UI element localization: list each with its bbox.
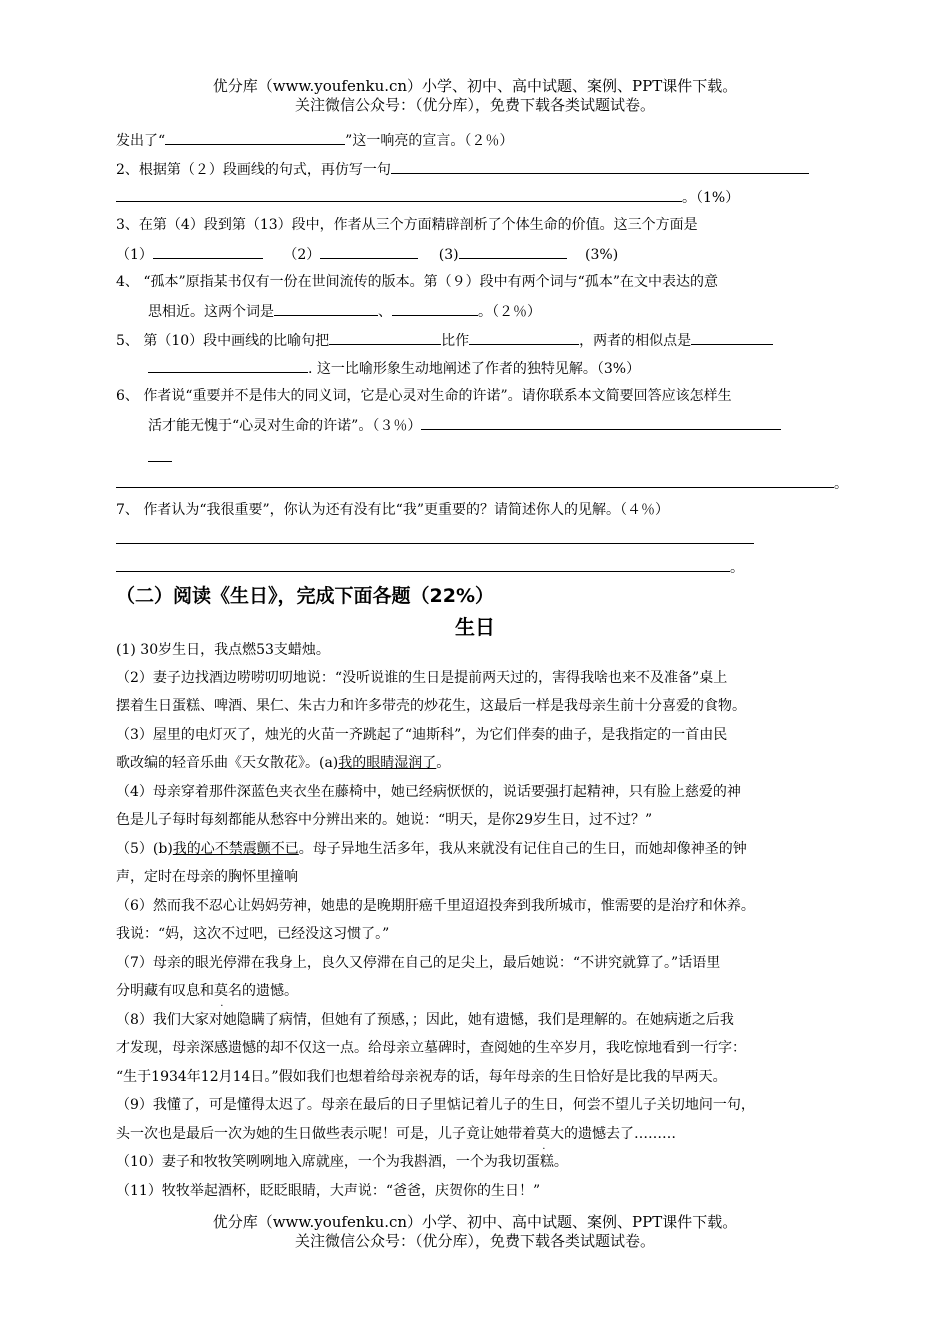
answer-blank[interactable] bbox=[116, 186, 682, 202]
answer-blank[interactable] bbox=[116, 556, 730, 572]
q4-line-2: 思相近。这两个词是 、 。（２％） bbox=[148, 300, 541, 322]
emphasis-char: 莫 bbox=[214, 983, 228, 999]
answer-blank[interactable] bbox=[421, 414, 781, 430]
answer-blank[interactable] bbox=[153, 243, 263, 259]
paragraph-7-line-1: （7）母亲的眼光停滞在我身上，良久又停滞在自己的足尖上，最后她说：“不讲究就算了。”话语里 bbox=[116, 955, 721, 971]
underlined-sentence-a: 我的眼睛湿润了 bbox=[338, 755, 437, 771]
paragraph-2-line-1: （2）妻子边找酒边唠唠叨叨地说：“没听说谁的生日是提前两天过的，害得我啥也来不及准备”桌上 bbox=[116, 670, 728, 686]
q6-line-2: 活才能无愧于“心灵对生命的许诺”。（３％） bbox=[148, 414, 781, 436]
answer-blank[interactable] bbox=[391, 158, 809, 174]
header-line-2: 关注微信公众号：（优分库），免费下载各类试题试卷。 bbox=[294, 96, 655, 114]
answer-blank[interactable] bbox=[148, 357, 308, 373]
paragraph-8-line-3: “生于1934年12月14日。”假如我们也想着给母亲祝寿的话，每年母亲的生日恰好是比我的早两天。 bbox=[116, 1069, 727, 1085]
q4-line-1: 4、 “孤本”原指某书仅有一份在世间流传的版本。第（９）段中有两个词与“孤本”在文中表达的意 bbox=[116, 274, 718, 290]
answer-blank[interactable] bbox=[116, 528, 754, 544]
paragraph-6-line-1: （6）然而我不忍心让妈妈劳神，她患的是晚期肝癌千里迢迢投奔到我所城市，惟需要的是治疗和休养。 bbox=[116, 898, 755, 914]
q2-line-2: 。（1%） bbox=[116, 186, 739, 208]
paragraph-10: （10）妻子和牧牧笑咧咧地入席就座，一个为我斟酒，一个为我切蛋糕。 bbox=[116, 1154, 568, 1170]
paragraph-2-line-2: 摆着生日蛋糕、啤酒、果仁、朱古力和许多带壳的炒花生，这最后一样是我母亲生前十分喜爱的食物。 bbox=[116, 698, 746, 714]
q1-tail: 发出了“ ”这一响亮的宣言。（２％） bbox=[116, 129, 513, 151]
section-heading: （二）阅读《生日》，完成下面各题（22%） bbox=[116, 585, 494, 607]
answer-blank[interactable] bbox=[459, 243, 567, 259]
paragraph-1: (1) 30岁生日，我点燃53支蜡烛。 bbox=[116, 642, 330, 658]
paragraph-3-line-1: （3）屋里的电灯灭了，烛光的火苗一齐跳起了“迪斯科”，为它们伴奏的曲子，是我指定的一首由民 bbox=[116, 727, 728, 743]
paragraph-4-line-2: 色是儿子每时每刻都能从愁容中分辨出来的。她说：“明天，是你29岁生日，过不过？” bbox=[116, 812, 653, 828]
q6-line-1: 6、 作者说“重要并不是伟大的同义词，它是心灵对生命的许诺”。请你联系本文简要回答应该怎样生 bbox=[116, 388, 732, 404]
q6-line-3 bbox=[148, 446, 172, 468]
q7-line-2 bbox=[116, 528, 754, 550]
answer-blank[interactable] bbox=[148, 446, 172, 462]
footer-line-2: 关注微信公众号：（优分库），免费下载各类试题试卷。 bbox=[294, 1232, 655, 1250]
paragraph-11: （11）牧牧举起酒杯，眨眨眼睛，大声说：“爸爸，庆贺你的生日！” bbox=[116, 1183, 541, 1199]
answer-blank[interactable] bbox=[274, 300, 378, 316]
underlined-sentence-b: 我的心不禁震颤不已 bbox=[172, 841, 299, 857]
paragraph-7-line-2: 分明藏有叹息和莫名的遗憾。 bbox=[116, 983, 298, 999]
footer-line-1: 优分库（www.youfenku.cn）小学、初中、高中试题、案例、PPT课件下载。 bbox=[212, 1213, 738, 1231]
q5-line-2: . 这一比喻形象生动地阐述了作者的独特见解。（3%） bbox=[148, 357, 640, 379]
q7-line-3: 。 bbox=[116, 556, 744, 578]
emphasis-char: 莫 bbox=[536, 1126, 550, 1142]
paragraph-3-line-2: 歌改编的轻音乐曲《天女散花》。(a)我的眼睛湿润了。 bbox=[116, 755, 451, 771]
paragraph-9-line-2: 头一次也是最后一次为她的生日做些表示呢！可是，儿子竟让她带着莫大的遗憾去了……… bbox=[116, 1126, 676, 1142]
passage-title: 生日 bbox=[455, 615, 495, 639]
answer-blank[interactable] bbox=[165, 129, 345, 145]
paragraph-9-line-1: （9）我懂了，可是懂得太迟了。母亲在最后的日子里惦记着儿子的生日，何尝不望儿子关切地问一句， bbox=[116, 1097, 755, 1113]
page-footer bbox=[0, 1213, 950, 1251]
paragraph-5-line-1: （5）(b)我的心不禁震颤不已。母子异地生活多年，我从来就没有记住自己的生日，而她却像神圣的钟 bbox=[116, 841, 747, 857]
answer-blank[interactable] bbox=[392, 300, 478, 316]
answer-blank[interactable] bbox=[691, 329, 773, 345]
page-header bbox=[0, 77, 950, 115]
header-line-1: 优分库（www.youfenku.cn）小学、初中、高中试题、案例、PPT课件下载。 bbox=[212, 77, 738, 95]
answer-blank[interactable] bbox=[469, 329, 579, 345]
answer-blank[interactable] bbox=[329, 329, 441, 345]
q3-line-1: 3、在第（4）段到第（13）段中，作者从三个方面精辟剖析了个体生命的价值。这三个方面是 bbox=[116, 217, 698, 233]
answer-blank[interactable] bbox=[320, 243, 418, 259]
paragraph-4-line-1: （4）母亲穿着那件深蓝色夹衣坐在藤椅中，她已经病恹恹的，说话要强打起精神，只有脸上慈爱的神 bbox=[116, 784, 741, 800]
q2-line-1: 2、根据第（２）段画线的句式，再仿写一句 bbox=[116, 158, 809, 180]
paragraph-6-line-2: 我说：“妈，这次不过吧，已经没这习惯了。” bbox=[116, 926, 390, 942]
q3-line-2: （1） （2） (3) (3%) bbox=[116, 243, 618, 265]
q5-line-1: 5、 第（10）段中画线的比喻句把 比作 ，两者的相似点是 bbox=[116, 329, 773, 351]
paragraph-8-line-2: 才发现，母亲深感遗憾的却不仅这一点。给母亲立墓碑时，查阅她的生卒岁月，我吃惊地看到一行字： bbox=[116, 1040, 746, 1056]
paragraph-8-line-1: （8）我们大家对她隐瞒了病情，但她有了预感，；因此，她有遗憾，我们是理解的。在她病逝之后我 bbox=[116, 1012, 734, 1028]
q7-line-1: 7、 作者认为“我很重要”，你认为还有没有比“我”更重要的？请简述你人的见解。（４％） bbox=[116, 502, 669, 518]
q6-line-4: 。 bbox=[116, 472, 848, 494]
answer-blank[interactable] bbox=[116, 472, 834, 488]
paragraph-5-line-2: 声，定时在母亲的胸怀里撞响 bbox=[116, 869, 298, 885]
